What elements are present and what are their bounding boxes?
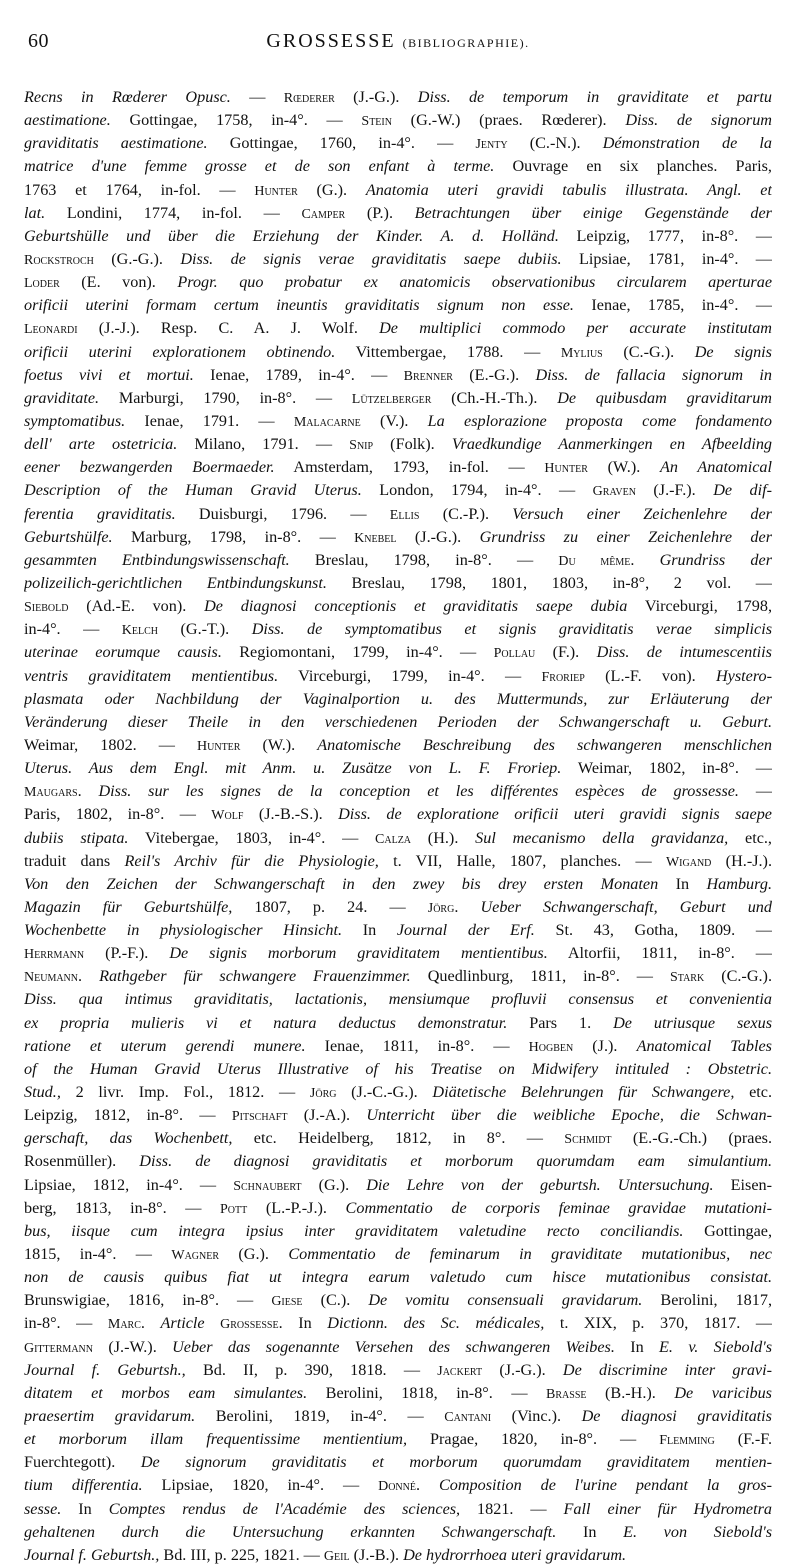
text-line: Rockstroch (G.-G.). Diss. de signis verae graviditatis saepe dubiis. Lipsiae, 1781, in-4°. — bbox=[24, 249, 772, 268]
page-number: 60 bbox=[28, 30, 49, 52]
text-line: sesse. In Comptes rendus de l'Académie des sciences, 1821. — Fall einer für Hydrometra bbox=[24, 1499, 772, 1518]
text-line: tium differentia. Lipsiae, 1820, in-4°. — Donné. Composition de l'urine pendant la gros- bbox=[24, 1476, 772, 1495]
text-line: ratione et uterum gerendi munere. Ienae, 1811, in-8°. — Hogben (J.). Anatomical Tables bbox=[24, 1036, 772, 1055]
running-head bbox=[24, 30, 772, 53]
text-line: in-8°. — Marc. Article Grossesse. In Dictionn. des Sc. médicales, t. XIX, p. 370, 1817. — bbox=[24, 1314, 772, 1333]
running-head-title: GROSSESSE bbox=[266, 30, 396, 52]
text-line: polizeilich-gerichtlichen Entbindungskunst. Breslau, 1798, 1801, 1803, in-8°, 2 vol. — bbox=[24, 573, 772, 592]
text-line: berg, 1813, in-8°. — Pott (L.-P.-J.). Commentatio de corporis feminae gravidae mutationi- bbox=[24, 1198, 772, 1217]
text-line: Herrmann (P.-F.). De signis morborum graviditatem mentientibus. Altorfii, 1811, in-8°. — bbox=[24, 944, 772, 963]
text-line: gehaltenen durch die Untersuchung erkannten Schwangerschaft. In E. von Siebold's bbox=[24, 1522, 772, 1541]
text-line: of the Human Gravid Uterus Illustrative of his Treatise on Midwifery intituled : Obstetric. bbox=[24, 1059, 772, 1078]
text-line: graviditatis aestimatione. Gottingae, 1760, in-4°. — Jenty (C.-N.). Démonstration de la bbox=[24, 134, 772, 153]
text-line: Wochenbette in physiologischer Hinsicht. In Journal der Erf. St. 43, Gotha, 1809. — bbox=[24, 921, 772, 940]
text-line: Lipsiae, 1812, in-4°. — Schnaubert (G.). Die Lehre von der geburtsh. Untersuchung. Eisen- bbox=[24, 1175, 772, 1194]
text-line: Weimar, 1802. — Hunter (W.). Anatomische Beschreibung des schwangeren menschlichen bbox=[24, 735, 772, 754]
text-line: Loder (E. von). Progr. quo probatur ex anatomicis observationibus circularem aperturae bbox=[24, 273, 772, 292]
text-line: uterinae eorumque causis. Regiomontani, 1799, in-4°. — Pollau (F.). Diss. de intumescentiis bbox=[24, 643, 772, 662]
running-head-subtitle: (BIBLIOGRAPHIE). bbox=[402, 36, 530, 50]
text-line: Fuerchtegott). De signorum graviditatis et morborum quorumdam graviditatem mentien- bbox=[24, 1453, 772, 1472]
text-line: plasmata oder Nachbildung der Vaginalportion u. des Muttermunds, zur Erläuterung der bbox=[24, 689, 772, 708]
text-line: Brunswigiae, 1816, in-8°. — Giese (C.). De vomitu consensuali gravidarum. Berolini, 1817, bbox=[24, 1291, 772, 1310]
text-line: gesammten Entbindungswissenschaft. Breslau, 1798, in-8°. — Du même. Grundriss der bbox=[24, 550, 772, 569]
text-line: symptomatibus. Ienae, 1791. — Malacarne (V.). La esplorazione proposta come fondamento bbox=[24, 411, 772, 430]
text-line: bus, iisque cum integra ipsius inter graviditatem valetudine recto conciliandis. Gottingae, bbox=[24, 1221, 772, 1240]
text-line: orificii uterini explorationem obtinendo. Vittembergae, 1788. — Mylius (C.-G.). De signis bbox=[24, 342, 772, 361]
text-line: eener bezwangerden Boermaeder. Amsterdam, 1793, in-fol. — Hunter (W.). An Anatomical bbox=[24, 458, 772, 477]
text-line: in-4°. — Kelch (G.-T.). Diss. de symptomatibus et signis graviditatis verae simplicis bbox=[24, 620, 772, 639]
text-line: Journal f. Geburtsh., Bd. II, p. 390, 1818. — Jackert (J.-G.). De discrimine inter gravi- bbox=[24, 1360, 772, 1379]
text-line: Neumann. Rathgeber für schwangere Frauenzimmer. Quedlinburg, 1811, in-8°. — Stark (C.-G.). bbox=[24, 967, 772, 986]
text-line: lat. Londini, 1774, in-fol. — Camper (P.). Betrachtungen über einige Gegenstände der bbox=[24, 203, 772, 222]
text-line: Diss. qua intimus graviditatis, lactationis, mensiumque profluvii consensus et convenientia bbox=[24, 990, 772, 1009]
bibliography-text bbox=[24, 86, 772, 1567]
text-line: Geburtshülfe. Marburg, 1798, in-8°. — Knebel (J.-G.). Grundriss zu einer Zeichenlehre der bbox=[24, 527, 772, 546]
text-line: non de causis quibus fiat ut integra earum valetudo cum hisce mutationibus consistat. bbox=[24, 1268, 772, 1287]
text-line: ditatem et morbos eam simulantes. Berolini, 1818, in-8°. — Brasse (B.-H.). De varicibus bbox=[24, 1383, 772, 1402]
text-line: et morborum illam frequentissime mentientium, Pragae, 1820, in-8°. — Flemming (F.-F. bbox=[24, 1430, 772, 1449]
text-line: ferentia graviditatis. Duisburgi, 1796. — Ellis (C.-P.). Versuch einer Zeichenlehre der bbox=[24, 504, 772, 523]
text-line: Rosenmüller). Diss. de diagnosi graviditatis et morborum quorumdam eam simulantium. bbox=[24, 1152, 772, 1171]
text-line: aestimatione. Gottingae, 1758, in-4°. — Stein (G.-W.) (praes. Rœderer). Diss. de signorum bbox=[24, 111, 772, 130]
text-line: Geburtshülle und über die Erziehung der Kinder. A. d. Holländ. Leipzig, 1777, in-8°. — bbox=[24, 226, 772, 245]
text-line: Journal f. Geburtsh., Bd. III, p. 225, 1821. — Geil (J.-B.). De hydrorrhoea uteri gravidarum. bbox=[24, 1545, 627, 1564]
text-line: orificii uterini formam certum ineuntis graviditatis signum non esse. Ienae, 1785, in-4°. — bbox=[24, 296, 772, 315]
text-line: Description of the Human Gravid Uterus. London, 1794, in-4°. — Graven (J.-F.). De dif- bbox=[24, 481, 772, 500]
text-line: dubiis stipata. Vitebergae, 1803, in-4°. — Calza (H.). Sul mecanismo della gravidanza, etc., bbox=[24, 828, 772, 847]
text-line: dell' arte ostetricia. Milano, 1791. — Snip (Folk). Vraedkundige Aanmerkingen en Afbeelding bbox=[24, 435, 772, 454]
text-line: 1763 et 1764, in-fol. — Hunter (G.). Anatomia uteri gravidi tabulis illustrata. Angl. et bbox=[24, 180, 772, 199]
text-line: Uterus. Aus dem Engl. mit Anm. u. Zusätze von L. F. Froriep. Weimar, 1802, in-8°. — bbox=[24, 759, 772, 778]
text-line: Leipzig, 1812, in-8°. — Pitschaft (J.-A.). Unterricht über die weibliche Epoche, die Schwan- bbox=[24, 1106, 772, 1125]
text-line: Siebold (Ad.-E. von). De diagnosi conceptionis et graviditatis saepe dubia Virceburgi, 1798, bbox=[24, 597, 772, 616]
text-line: praesertim gravidarum. Berolini, 1819, in-4°. — Cantani (Vinc.). De diagnosi graviditatis bbox=[24, 1407, 772, 1426]
text-line: traduit dans Reil's Archiv für die Physiologie, t. VII, Halle, 1807, planches. — Wigand (H.-J.). bbox=[24, 851, 772, 870]
text-line: graviditate. Marburgi, 1790, in-8°. — Lützelberger (Ch.-H.-Th.). De quibusdam graviditarum bbox=[24, 388, 772, 407]
text-line: matrice d'une femme grosse et de son enfant à terme. Ouvrage en six planches. Paris, bbox=[24, 157, 772, 176]
text-line: ex propria mulieris vi et natura deductus demonstratur. Pars 1. De utriusque sexus bbox=[24, 1013, 772, 1032]
text-line: Maugars. Diss. sur les signes de la conception et les différentes espèces de grossesse. — bbox=[24, 782, 772, 801]
text-line: Veränderung dieser Theile in den verschiedenen Perioden der Schwangerschaft u. Geburt. bbox=[24, 712, 772, 731]
text-line: Magazin für Geburtshülfe, 1807, p. 24. — Jörg. Ueber Schwangerschaft, Geburt und bbox=[24, 897, 772, 916]
text-line: gerschaft, das Wochenbett, etc. Heidelberg, 1812, in 8°. — Schmidt (E.-G.-Ch.) (praes. bbox=[24, 1129, 772, 1148]
text-line: Recns in Rœderer Opusc. — Rœderer (J.-G.). Diss. de temporum in graviditate et partu bbox=[24, 88, 772, 106]
text-line: Paris, 1802, in-8°. — Wolf (J.-B.-S.). Diss. de exploratione orificii uteri gravidi signis saepe bbox=[24, 805, 772, 824]
text-line: foetus vivi et mortui. Ienae, 1789, in-4°. — Brenner (E.-G.). Diss. de fallacia signorum in bbox=[24, 365, 772, 384]
text-line: ventris graviditatem mentientibus. Virceburgi, 1799, in-4°. — Froriep (L.-F. von). Hystero- bbox=[24, 666, 772, 685]
text-line: Gittermann (J.-W.). Ueber das sogenannte Versehen des schwangeren Weibes. In E. v. Siebold's bbox=[24, 1337, 772, 1356]
text-line: Stud., 2 livr. Imp. Fol., 1812. — Jörg (J.-C.-G.). Diätetische Belehrungen für Schwangere, etc. bbox=[24, 1083, 772, 1102]
text-line: Leonardi (J.-J.). Resp. C. A. J. Wolf. De multiplici commodo per accurate institutam bbox=[24, 319, 772, 338]
text-line: 1815, in-4°. — Wagner (G.). Commentatio de feminarum in graviditate mutationibus, nec bbox=[24, 1245, 772, 1264]
page-header bbox=[24, 30, 772, 56]
text-line: Von den Zeichen der Schwangerschaft in den zwey bis drey ersten Monaten In Hamburg. bbox=[24, 874, 772, 893]
